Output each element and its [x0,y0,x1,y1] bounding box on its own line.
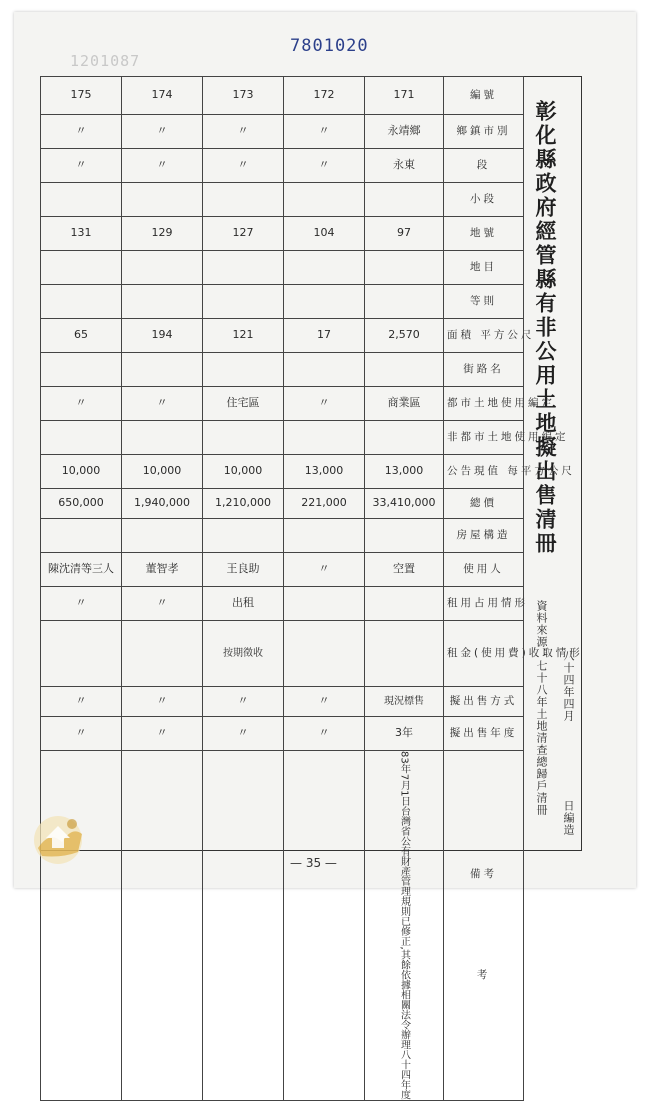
document-number: 7801020 [290,36,369,56]
table-row [41,421,524,455]
rent-fee-cell: 按期徵收 [203,621,284,687]
total-value-cell: 221,000 [284,489,365,519]
sale-method-cell: 〃 [122,687,203,717]
table-row [41,353,524,387]
rent-status-cell: 〃 [122,587,203,621]
lot-cell: 104 [284,217,365,251]
note-cell: 83年7月1日台灣省公有財產管理規則已修正,其餘依據相關法令辦理八十四年度 [365,751,444,1101]
compiled-label: 日編造 [562,800,575,836]
area-cell: 121 [203,319,284,353]
header-sale-year: 擬出售年度 [444,717,524,751]
header-land-use: 地目 [444,251,524,285]
rent-status-cell [365,587,444,621]
rent-fee-cell [284,621,365,687]
price-cell: 13,000 [365,455,444,489]
serial-cell: 174 [122,77,203,115]
sale-method-cell: 〃 [41,687,122,717]
user-cell: 董智孝 [122,553,203,587]
header-urban-zone: 都市土地使用編定 [444,387,524,421]
lot-cell: 127 [203,217,284,251]
note-cell [122,751,203,1101]
township-cell: 永靖鄉 [365,115,444,149]
header-total-value: 總價 [444,489,524,519]
area-cell: 2,570 [365,319,444,353]
data-source: 資料來源：七十八年土地清查總歸戶清冊 [535,600,548,816]
lot-cell: 129 [122,217,203,251]
header-user: 使用人 [444,553,524,587]
rent-fee-cell [41,621,122,687]
compiled-date: 八十四年四月 [562,650,575,722]
header-price: 公告現值 每平方公尺 [444,455,524,489]
table-row [41,621,524,687]
rent-status-cell [284,587,365,621]
table-row [41,115,524,149]
table-row [41,319,524,353]
document-title: 彰化縣政府經管縣有非公用土地擬出售清冊 [533,100,558,556]
urban-zone-cell: 商業區 [365,387,444,421]
section-cell: 〃 [122,149,203,183]
page-number: — 35 — [290,856,337,870]
header-township: 鄉鎮市別 [444,115,524,149]
user-cell: 王良助 [203,553,284,587]
table-row [41,149,524,183]
total-value-cell: 650,000 [41,489,122,519]
urban-zone-cell: 〃 [41,387,122,421]
serial-cell: 171 [365,77,444,115]
note-cell [41,751,122,1101]
sale-year-cell: 〃 [41,717,122,751]
section-cell: 〃 [41,149,122,183]
sale-year-cell: 〃 [203,717,284,751]
table-row [41,183,524,217]
price-cell: 10,000 [41,455,122,489]
user-cell: 〃 [284,553,365,587]
user-cell: 陳沈清等三人 [41,553,122,587]
note-cell [203,751,284,1101]
header-note-label: 備考 [470,867,497,880]
header-rent-status: 租用占用情形 [444,587,524,621]
table-row [41,587,524,621]
price-cell: 10,000 [122,455,203,489]
serial-cell: 172 [284,77,365,115]
total-value-cell: 1,940,000 [122,489,203,519]
table-row [41,717,524,751]
table-row [41,751,524,1101]
total-value-cell: 1,210,000 [203,489,284,519]
table-row [41,519,524,553]
table-row [41,217,524,251]
area-cell: 65 [41,319,122,353]
header-sale-method: 擬出售方式 [444,687,524,717]
header-lot: 地號 [444,217,524,251]
table-row [41,387,524,421]
header-note [444,751,524,1101]
lot-cell: 131 [41,217,122,251]
note-cell [284,751,365,1101]
area-cell: 194 [122,319,203,353]
header-rent-fee: 租金(使用費)收取情形 [444,621,524,687]
township-cell: 〃 [284,115,365,149]
header-street: 街路名 [444,353,524,387]
bleed-through-number: 1201087 [70,52,141,70]
serial-cell: 173 [203,77,284,115]
table-row [41,455,524,489]
table-row [41,687,524,717]
table-row [41,285,524,319]
table-row [41,77,524,115]
table-row [41,553,524,587]
rent-fee-cell [122,621,203,687]
rent-status-cell: 出租 [203,587,284,621]
urban-zone-cell: 〃 [122,387,203,421]
library-logo-icon [28,808,88,868]
township-cell: 〃 [122,115,203,149]
rent-fee-cell [365,621,444,687]
header-note-footer: 考 [476,969,491,982]
section-cell: 〃 [284,149,365,183]
header-serial: 編號 [444,77,524,115]
header-section: 段 [444,149,524,183]
header-area: 面積 平方公尺 [444,319,524,353]
header-grade: 等則 [444,285,524,319]
header-nonurban-zone: 非都市土地使用編定 [444,421,524,455]
sale-method-cell: 現況標售 [365,687,444,717]
header-subsection: 小段 [444,183,524,217]
area-cell: 17 [284,319,365,353]
table-row [41,251,524,285]
urban-zone-cell: 〃 [284,387,365,421]
section-cell: 〃 [203,149,284,183]
sale-year-cell: 3年 [365,717,444,751]
sale-method-cell: 〃 [203,687,284,717]
serial-cell: 175 [41,77,122,115]
township-cell: 〃 [41,115,122,149]
header-building: 房屋構造 [444,519,524,553]
total-value-cell: 33,410,000 [365,489,444,519]
township-cell: 〃 [203,115,284,149]
section-cell: 永東 [365,149,444,183]
price-cell: 10,000 [203,455,284,489]
table-row [41,489,524,519]
rent-status-cell: 〃 [41,587,122,621]
sale-method-cell: 〃 [284,687,365,717]
sale-year-cell: 〃 [122,717,203,751]
lot-cell: 97 [365,217,444,251]
user-cell: 空置 [365,553,444,587]
urban-zone-cell: 住宅區 [203,387,284,421]
price-cell: 13,000 [284,455,365,489]
sale-year-cell: 〃 [284,717,365,751]
